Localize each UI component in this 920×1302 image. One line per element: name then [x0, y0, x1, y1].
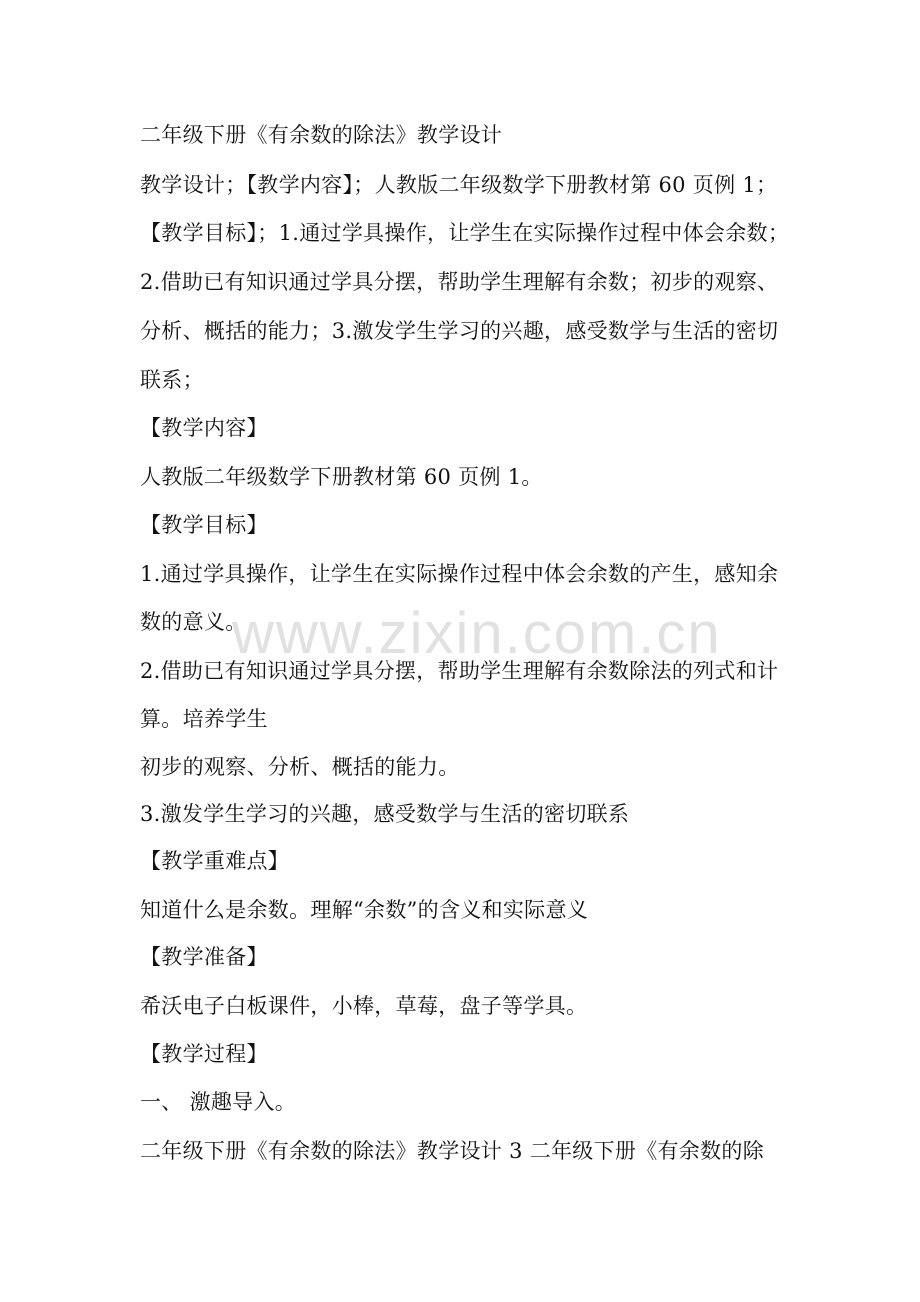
section-heading: 【教学目标】 — [140, 513, 268, 537]
paragraph-line: 初步的观察、分析、概括的能力。 — [140, 755, 460, 779]
section-heading: 【教学内容】 — [140, 416, 268, 440]
paragraph-line: 希沃电子白板课件，小棒，草莓，盘子等学具。 — [140, 994, 588, 1018]
paragraph-line: 一、 激趣导入。 — [140, 1090, 297, 1114]
document-title: 二年级下册《有余数的除法》教学设计 — [140, 123, 503, 147]
paragraph-line: 3.激发学生学习的兴趣，感受数学与生活的密切联系 — [140, 802, 630, 826]
paragraph-line: 2.借助已有知识通过学具分摆，帮助学生理解有余数；初步的观察、 — [140, 270, 779, 294]
watermark: www.zixin.com.cn — [232, 601, 722, 666]
paragraph-line: 分析、概括的能力；3.激发学生学习的兴趣，感受数学与生活的密切 — [140, 319, 779, 343]
paragraph-line: 数的意义。 — [140, 610, 247, 634]
section-heading: 【教学准备】 — [140, 945, 268, 969]
paragraph-line: 人教版二年级数学下册教材第 60 页例 1。 — [140, 465, 543, 489]
section-heading: 【教学重难点】 — [140, 849, 290, 873]
section-heading: 【教学过程】 — [140, 1042, 268, 1066]
paragraph-line: 算。培养学生 — [140, 707, 268, 731]
paragraph-line: 1.通过学具操作，让学生在实际操作过程中体会余数的产生，感知余 — [140, 562, 779, 586]
paragraph-line: 二年级下册《有余数的除法》教学设计 3 二年级下册《有余数的除 — [140, 1139, 765, 1163]
paragraph-line: 教学设计；【教学内容】；人教版二年级数学下册教材第 60 页例 1； — [140, 173, 778, 197]
paragraph-line: 知道什么是余数。理解“余数”的含义和实际意义 — [140, 898, 589, 922]
paragraph-line: 2.借助已有知识通过学具分摆，帮助学生理解有余数除法的列式和计 — [140, 659, 779, 683]
paragraph-line: 【教学目标】；1.通过学具操作，让学生在实际操作过程中体会余数； — [140, 221, 790, 245]
paragraph-line: 联系； — [140, 368, 204, 392]
